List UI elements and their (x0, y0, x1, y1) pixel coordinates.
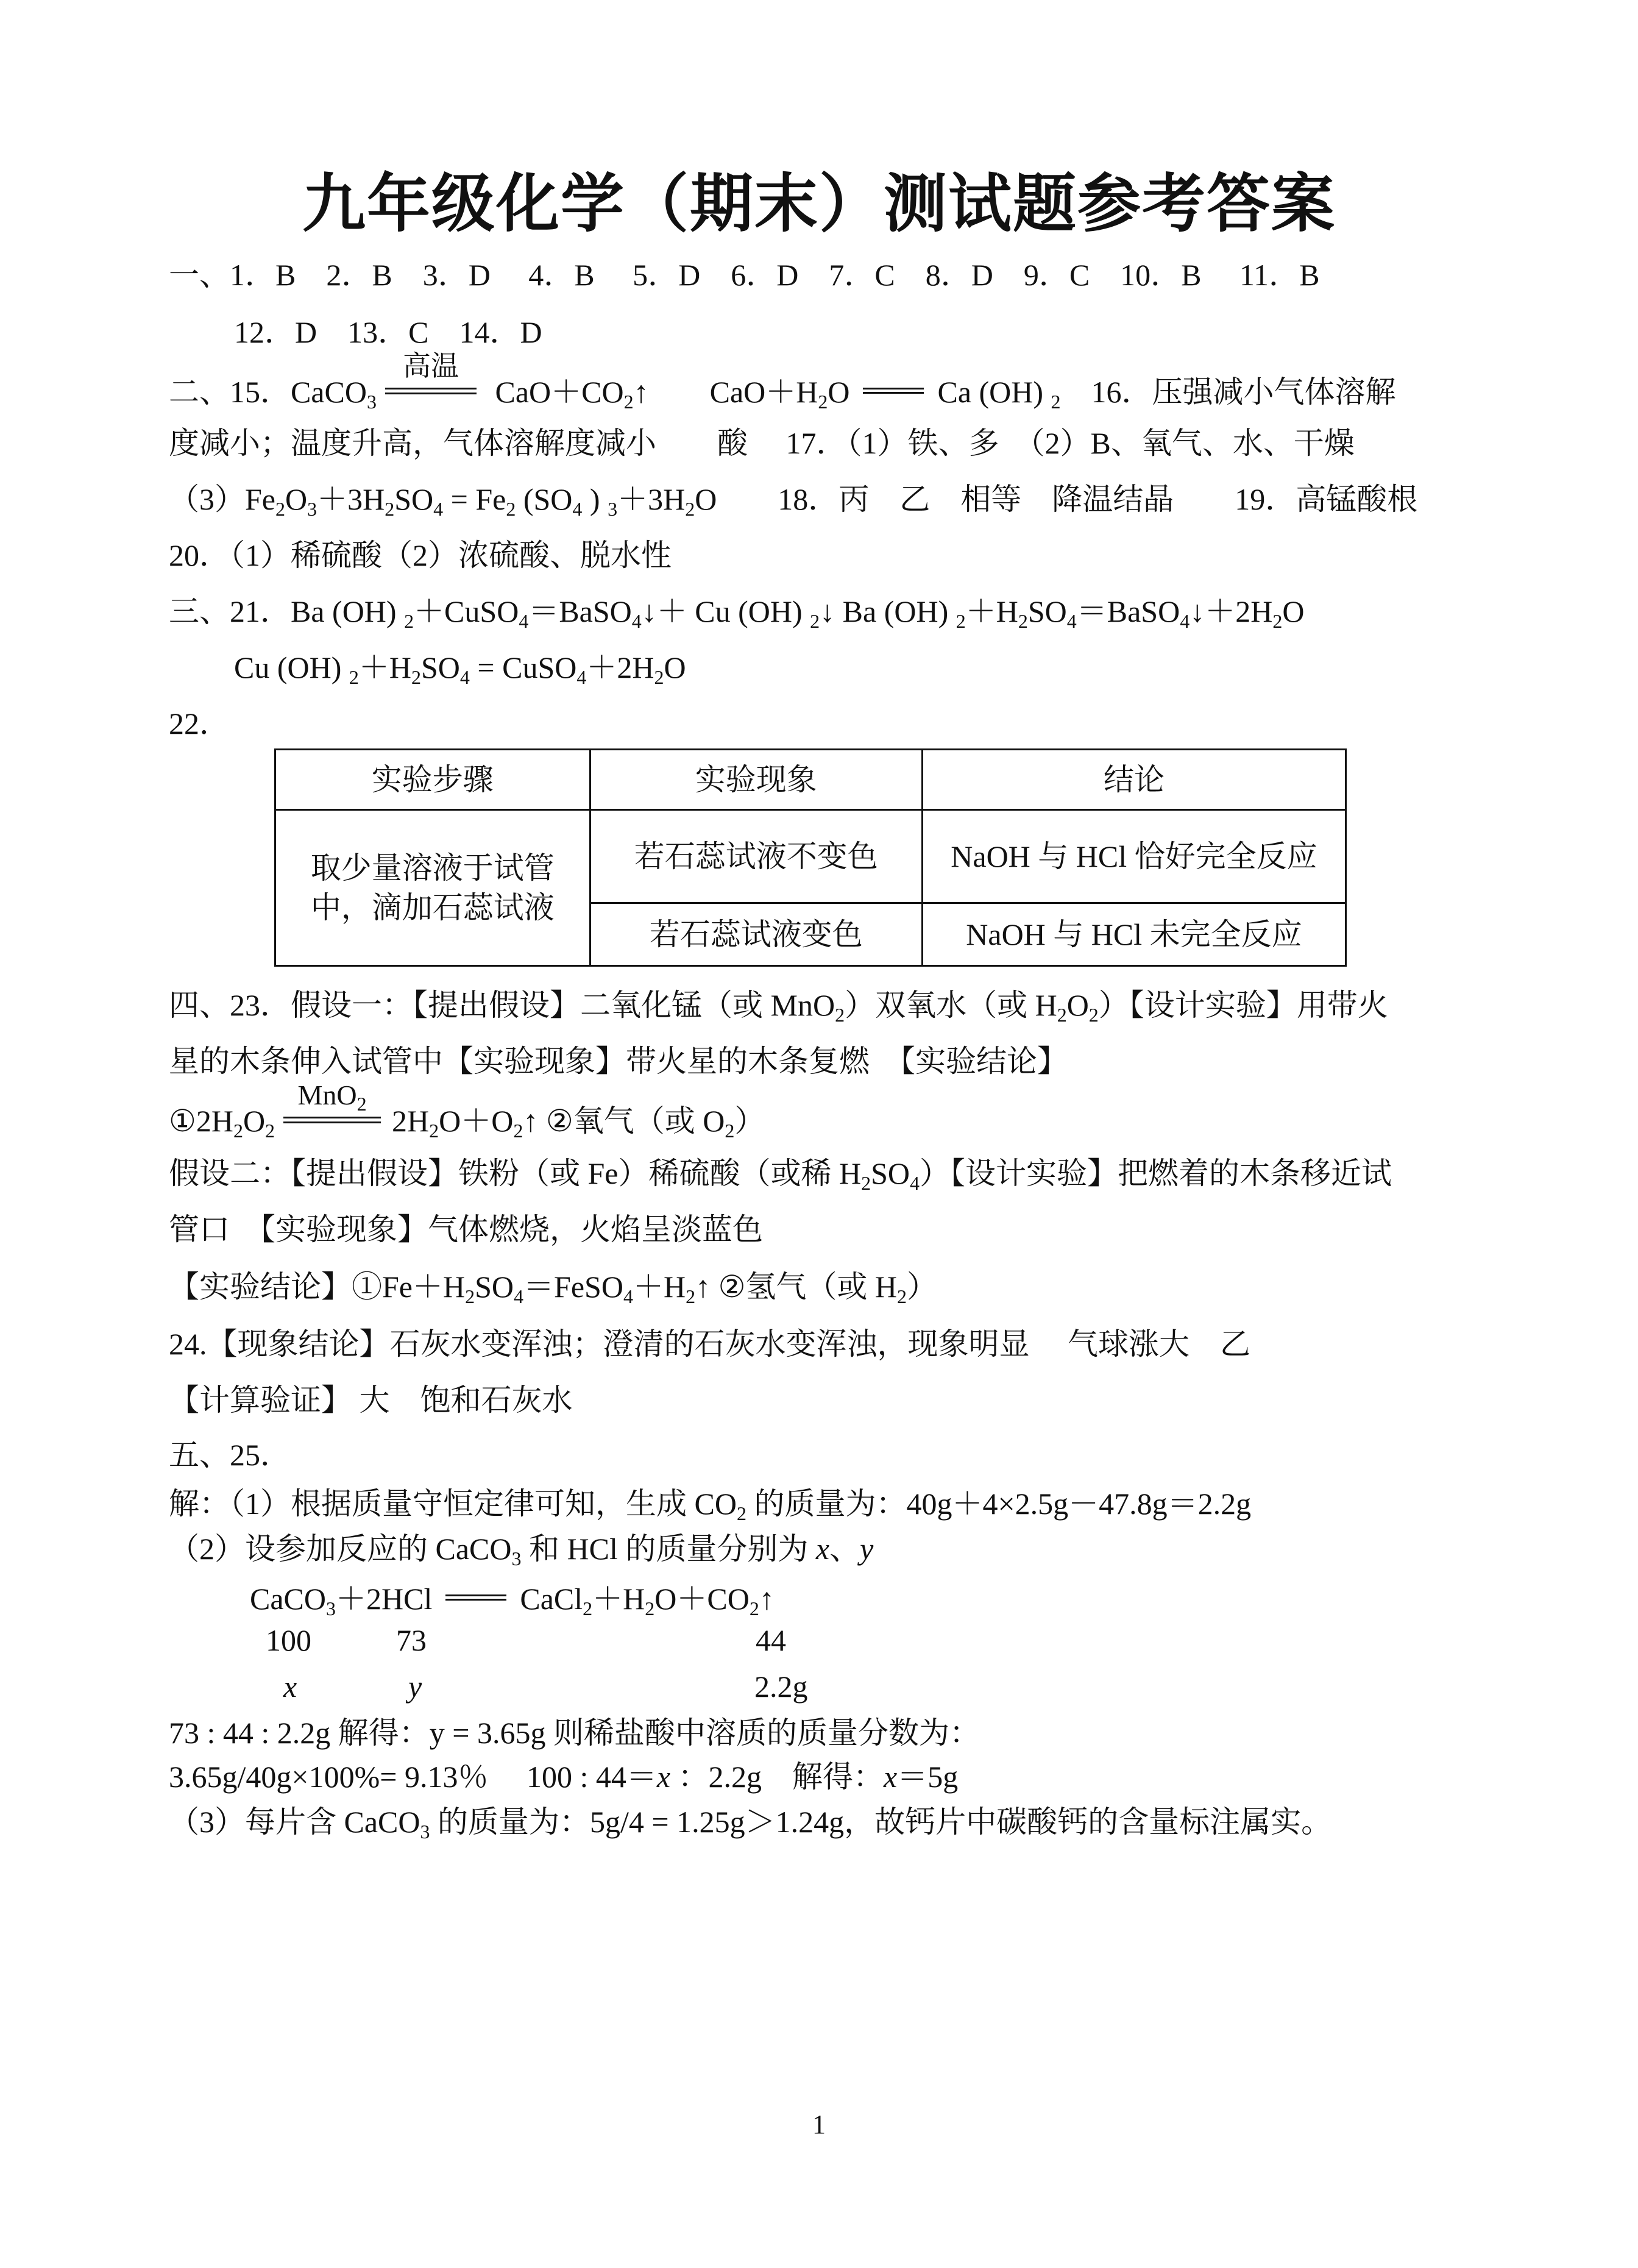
section-4-line-1 (169, 988, 1388, 1026)
page-title: 九年级化学（期末）测试题参考答案 (302, 166, 1336, 241)
text: ） (907, 1270, 937, 1304)
text: ↑ (759, 1582, 775, 1616)
text: 的质量为：40g＋4×2.5g－47.8g＝2.2g (746, 1487, 1252, 1521)
table-header: 实验现象 (590, 750, 922, 810)
text: ＋H (965, 594, 1018, 628)
mass-co2-value: 2.2g (754, 1669, 808, 1704)
molar-mass-44: 44 (756, 1623, 786, 1657)
text: = Fe (443, 482, 506, 516)
subscript: 2 (654, 666, 664, 688)
subscript: 4 (631, 610, 642, 632)
subscript: 2 (645, 1598, 655, 1619)
section-5-heading: 五、25． (169, 1438, 291, 1472)
condition-label (283, 1079, 381, 1115)
text: ）双氧水（或 H (845, 988, 1057, 1022)
section-2-line-4: 20．（1）稀硫酸（2）浓硫酸、脱水性 (169, 538, 672, 572)
subscript: 4 (459, 666, 470, 688)
text: SO (420, 650, 460, 684)
text: Ca (OH) (937, 375, 1051, 409)
text: (SO (516, 482, 573, 516)
text: SO (871, 1156, 910, 1190)
text: Cu (OH) (234, 650, 349, 684)
section-3-line-2 (234, 650, 686, 688)
text: MnO (297, 1079, 357, 1111)
subscript: 2 (275, 498, 285, 520)
section-4-line-5: 管口 【实验现象】气体燃烧，火焰呈淡蓝色 (169, 1212, 763, 1246)
text: ：2.2g 解得： (670, 1760, 884, 1794)
text: 、 (829, 1532, 860, 1566)
variable-x: x (656, 1760, 671, 1794)
section-5-line-1 (169, 1487, 1252, 1524)
text: CaCl (520, 1582, 583, 1616)
section-4-line-8: 【计算验证】 大 饱和石灰水 (169, 1383, 573, 1417)
section-5-line-2 (169, 1532, 874, 1569)
section-1-line-1: 一、1．B 2．B 3．D 4．B 5．D 6．D 7．C 8．D 9．C 10．B 11．B (169, 258, 1320, 292)
text: ＋CuSO (414, 594, 519, 628)
subscript: 2 (749, 1598, 759, 1619)
text: （3）每片含 CaCO (169, 1805, 420, 1839)
subscript: 2 (265, 1120, 275, 1142)
text: O (828, 375, 850, 409)
subscript: 4 (623, 1285, 633, 1307)
section-4-line-2: 星的木条伸入试管中【实验现象】带火星的木条复燃 【实验结论】 (169, 1044, 1068, 1078)
table-cell-step: 取少量溶液于试管中，滴加石蕊试液 (275, 810, 590, 966)
text: ＝FeSO (523, 1270, 623, 1304)
equals-sign (863, 373, 924, 403)
subscript: 2 (686, 1285, 696, 1307)
section-2-line-2: 度减小；温度升高，气体溶解度减小 酸 17．（1）铁、多 （2）B、氧气、水、干燥 (169, 426, 1355, 460)
variable-y: y (860, 1532, 874, 1566)
section-2-line-3 (169, 482, 1418, 520)
text: 16．压强减小气体溶解 (1060, 375, 1396, 409)
subscript: 2 (233, 1120, 243, 1142)
text: CaCO (250, 1582, 326, 1616)
subscript: 3 (420, 1821, 430, 1843)
text: O (1066, 988, 1089, 1022)
subscript: 2 (411, 666, 421, 688)
subscript: 4 (519, 610, 529, 632)
subscript: 4 (1180, 610, 1190, 632)
text: O (285, 482, 308, 516)
subscript: 2 (356, 1093, 367, 1115)
text: ＋3H (617, 482, 686, 516)
text: ↓＋2H (1190, 594, 1273, 628)
subscript: 4 (433, 498, 444, 520)
subscript: 2 (897, 1285, 907, 1307)
text: ＋H (633, 1270, 686, 1304)
text: O 18．丙 乙 相等 降温结晶 19．高锰酸根 (695, 482, 1418, 516)
text: SO (1027, 594, 1067, 628)
section-5-line-3: 73 : 44 : 2.2g 解得：y = 3.65g 则稀盐酸中溶质的质量分数为： (169, 1716, 980, 1750)
subscript: 2 (583, 1598, 593, 1619)
subscript: 2 (810, 610, 820, 632)
text: ＋3H (317, 482, 385, 516)
condition-label: 高温 (403, 350, 459, 382)
section-3-line-1 (169, 594, 1305, 632)
text: ＝5g (897, 1760, 959, 1794)
subscript: 4 (572, 498, 583, 520)
table-cell-phenomenon: 若石蕊试液变色 (590, 903, 922, 966)
subscript: 2 (861, 1172, 871, 1194)
text: O＋CO (654, 1582, 750, 1616)
subscript: 2 (835, 1004, 845, 1026)
text: ↓ Ba (OH) (820, 594, 956, 628)
text: 解：（1）根据质量守恒定律可知，生成 CO (169, 1487, 737, 1521)
subscript: 3 (307, 498, 317, 520)
section-5-line-4 (169, 1761, 958, 1792)
text: O (664, 650, 686, 684)
variable-x: x (815, 1532, 830, 1566)
experiment-table (274, 748, 1347, 967)
table-header: 结论 (922, 750, 1346, 810)
text: ↓＋ Cu (OH) (641, 594, 810, 628)
text: ↑ ②氧气（或 O (523, 1104, 725, 1138)
subscript: 2 (1088, 1004, 1099, 1026)
section-4-line-4 (169, 1156, 1392, 1194)
subscript: 3 (511, 1548, 522, 1569)
subscript: 2 (736, 1502, 746, 1524)
reaction-condition (385, 350, 477, 403)
text: ) (582, 482, 608, 516)
reaction-condition (283, 1079, 381, 1132)
equals-sign (445, 1580, 506, 1610)
variable-x: x (283, 1669, 297, 1704)
subscript: 3 (608, 498, 618, 520)
text: 【实验结论】①Fe＋H (169, 1270, 466, 1304)
text: 和 HCl 的质量分别为 (521, 1532, 816, 1566)
subscript: 4 (910, 1172, 920, 1194)
subscript: 2 (404, 610, 414, 632)
page-number: 1 (812, 2110, 826, 2139)
section-1-line-2: 12．D 13．C 14．D (234, 315, 542, 349)
subscript: 4 (1066, 610, 1077, 632)
reaction-equation (250, 1580, 775, 1619)
variable-y: y (408, 1669, 422, 1704)
subscript: 2 (818, 391, 828, 413)
subscript: 4 (514, 1285, 524, 1307)
text: ＝BaSO (528, 594, 632, 628)
text: ↑ CaO＋H (633, 375, 818, 409)
subscript: 2 (623, 391, 634, 413)
subscript: 2 (465, 1285, 475, 1307)
subscript: 2 (1018, 610, 1028, 632)
text: ＝BaSO (1076, 594, 1180, 628)
text: （2）设参加反应的 CaCO (169, 1532, 512, 1566)
section-4-line-3 (169, 1079, 765, 1142)
text: ） (734, 1104, 765, 1138)
subscript: 2 (506, 498, 516, 520)
text: ）【设计实验】用带火 (1098, 988, 1388, 1022)
question-22-label: 22． (169, 706, 230, 741)
text: ＋2HCl (336, 1582, 433, 1616)
molar-mass-73: 73 (396, 1623, 427, 1657)
text: 的质量为：5g/4 = 1.25g＞1.24g，故钙片中碳酸钙的含量标注属实。 (430, 1805, 1332, 1839)
text: = CuSO (469, 650, 577, 684)
text: 2H (392, 1104, 430, 1138)
text: ＋H (592, 1582, 645, 1616)
text: ＋H (358, 650, 411, 684)
section-4-line-7: 24.【现象结论】石灰水变浑浊；澄清的石灰水变浑浊，现象明显 气球涨大 乙 (169, 1327, 1250, 1361)
subscript: 2 (1051, 391, 1061, 413)
text: ＋2H (586, 650, 654, 684)
text: O (1282, 594, 1305, 628)
section-2-line-1 (169, 350, 1396, 413)
subscript: 2 (349, 666, 359, 688)
table-header-row (275, 750, 1346, 810)
text: 假设二：【提出假设】铁粉（或 Fe）稀硫酸（或稀 H (169, 1156, 862, 1190)
text: ↑ ②氢气（或 H (695, 1270, 897, 1304)
text: SO (394, 482, 434, 516)
subscript: 2 (1272, 610, 1283, 632)
text: （3）Fe (169, 482, 275, 516)
subscript: 3 (326, 1598, 336, 1619)
table-cell-conclusion: NaOH 与 HCl 恰好完全反应 (922, 810, 1346, 903)
section-5-line-5 (169, 1805, 1332, 1843)
table-row (275, 810, 1346, 903)
subscript: 3 (367, 391, 377, 413)
subscript: 4 (576, 666, 587, 688)
section-4-line-6 (169, 1270, 937, 1307)
table-header: 实验步骤 (275, 750, 590, 810)
text: O (243, 1104, 266, 1138)
text: 二、15．CaCO (169, 375, 367, 409)
subscript: 2 (956, 610, 966, 632)
text: 三、21．Ba (OH) (169, 594, 405, 628)
subscript: 2 (513, 1120, 523, 1142)
subscript: 2 (429, 1120, 439, 1142)
molar-mass-100: 100 (266, 1623, 311, 1657)
text: CaO＋CO (488, 375, 624, 409)
text: 3.65g/40g×100%= 9.13％ 100 : 44＝ (169, 1760, 657, 1794)
subscript: 2 (1057, 1004, 1067, 1026)
table-cell-conclusion: NaOH 与 HCl 未完全反应 (922, 903, 1346, 966)
text: 四、23．假设一：【提出假设】二氧化锰（或 MnO (169, 988, 835, 1022)
table-cell-phenomenon: 若石蕊试液不变色 (590, 810, 922, 903)
text: SO (475, 1270, 514, 1304)
variable-x: x (884, 1760, 898, 1794)
text: ①2H (169, 1104, 233, 1138)
subscript: 2 (725, 1120, 735, 1142)
text: O＋O (439, 1104, 514, 1138)
subscript: 2 (685, 498, 695, 520)
subscript: 2 (385, 498, 395, 520)
text: ）【设计实验】把燃着的木条移近试 (920, 1156, 1392, 1190)
